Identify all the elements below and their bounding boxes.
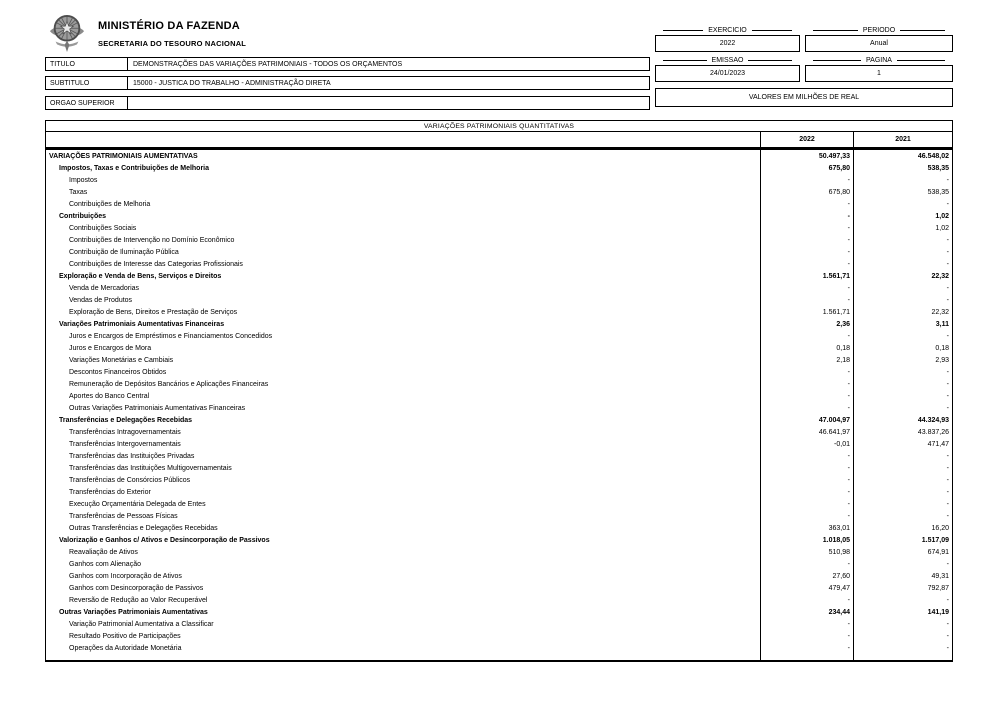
row-value-2021: - [853,246,952,258]
table-rows [46,150,952,654]
row-value-2021: 3,11 [853,318,952,330]
row-value-2021: - [853,558,952,570]
row-value-2021: 538,35 [853,186,952,198]
row-label: Transferências de Consórcios Públicos [69,476,191,484]
row-value-2022: - [760,486,853,498]
brand-header [48,13,246,53]
table-row [46,582,952,594]
row-value-2021: 16,20 [853,522,952,534]
meta-emissao [655,56,800,82]
row-label: Reavaliação de Ativos [69,548,138,556]
row-value-2021: - [853,330,952,342]
table-row [46,594,952,606]
row-value-2021: 44.324,93 [853,414,952,426]
legend-line [748,60,792,61]
row-value-2022: 47.004,97 [760,414,853,426]
row-label: Juros e Encargos de Empréstimos e Financiamentos Concedidos [69,332,273,340]
row-label: Remuneração de Depósitos Bancários e Aplicações Financeiras [69,380,269,388]
secretariat-subtitle: SECRETARIA DO TESOURO NACIONAL [98,39,247,48]
table-row [46,630,952,642]
row-value-2022: - [760,378,853,390]
table-row [46,270,952,282]
row-value-2022: - [760,402,853,414]
row-value-2022: - [760,390,853,402]
legend-line [897,60,945,61]
table-row [46,390,952,402]
meta-pagina-value: 1 [805,65,953,82]
row-value-2021: 2,93 [853,354,952,366]
table-row [46,546,952,558]
table-row [46,210,952,222]
row-value-2022: 675,80 [760,186,853,198]
row-value-2022: - [760,498,853,510]
row-label: Taxas [69,188,88,196]
table-row [46,498,952,510]
table-row [46,450,952,462]
table-row [46,234,952,246]
column-header-2021: 2021 [853,132,952,147]
row-label: Outras Variações Patrimoniais Aumentativas [59,608,208,616]
row-value-2022: - [760,594,853,606]
table-row [46,462,952,474]
row-value-2022: 510,98 [760,546,853,558]
meta-pagina-legend [805,56,953,64]
row-label: Venda de Mercadorias [69,284,140,292]
table-row [46,558,952,570]
row-value-2021: 43.837,26 [853,426,952,438]
table-row [46,222,952,234]
table-row [46,486,952,498]
meta-emissao-legend [655,56,800,64]
row-value-2022: - [760,246,853,258]
values-note-box [655,88,953,107]
field-orgao-superior-label: ORGAO SUPERIOR [46,97,128,109]
field-subtitulo-value: 15000 - JUSTICA DO TRABALHO - ADMINISTRAÇÃO DIRETA [133,79,331,87]
row-value-2022: 675,80 [760,162,853,174]
table-row [46,186,952,198]
field-subtitulo-label: SUBTITULO [46,77,128,89]
row-label: Variações Patrimoniais Aumentativas Financeiras [59,320,225,328]
row-label: Resultado Positivo de Participações [69,632,181,640]
row-value-2022: - [760,618,853,630]
column-header-2022: 2022 [760,132,853,147]
row-label: Transferências e Delegações Recebidas [59,416,193,424]
row-value-2022: - [760,642,853,654]
row-value-2021: - [853,282,952,294]
field-titulo [45,57,650,71]
row-value-2022: - [760,222,853,234]
row-value-2022: 50.497,33 [760,150,853,162]
row-label: Transferências de Pessoas Físicas [69,512,178,520]
field-titulo-label: TITULO [46,58,128,70]
row-value-2022: 46.641,97 [760,426,853,438]
row-label: Variações Monetárias e Cambiais [69,356,174,364]
row-label: Reversão de Redução ao Valor Recuperável [69,596,208,604]
row-value-2021: - [853,258,952,270]
row-value-2022: - [760,510,853,522]
row-value-2021: - [853,630,952,642]
table-row [46,438,952,450]
row-value-2021: 1,02 [853,210,952,222]
row-label: Juros e Encargos de Mora [69,344,152,352]
row-label: Transferências Intragovernamentais [69,428,181,436]
row-value-2021: 538,35 [853,162,952,174]
row-label: Impostos [69,176,98,184]
row-label: Contribuições de Interesse das Categorias Profissionais [69,260,243,268]
row-label: Vendas de Produtos [69,296,133,304]
row-value-2022: -0,01 [760,438,853,450]
row-label: Descontos Financeiros Obtidos [69,368,167,376]
filler-value-cell-2021 [853,654,952,660]
table-row [46,246,952,258]
row-value-2021: - [853,474,952,486]
row-value-2021: - [853,486,952,498]
row-value-2021: - [853,450,952,462]
row-value-2022: - [760,198,853,210]
table-column-header [46,132,952,150]
row-label: Contribuições de Intervenção no Domínio Econômico [69,236,235,244]
row-label: Ganhos com Desincorporação de Passivos [69,584,204,592]
row-value-2022: - [760,630,853,642]
row-value-2022: 1.018,05 [760,534,853,546]
row-label: Ganhos com Incorporação de Ativos [69,572,182,580]
row-value-2022: - [760,450,853,462]
table-row [46,354,952,366]
row-value-2021: 792,87 [853,582,952,594]
table-row [46,606,952,618]
row-label: Contribuição de Iluminação Pública [69,248,179,256]
row-value-2021: - [853,510,952,522]
meta-pagina-label: PAGINA [866,56,892,64]
legend-line [813,60,861,61]
brazil-coat-of-arms-logo [48,13,86,53]
row-label: Transferências das Instituições Multigovernamentais [69,464,232,472]
row-value-2022: 1.561,71 [760,270,853,282]
table-row [46,150,952,162]
row-value-2022: - [760,366,853,378]
meta-pagina [805,56,953,82]
row-value-2021: 49,31 [853,570,952,582]
row-value-2022: 27,60 [760,570,853,582]
table-row [46,282,952,294]
table-row [46,366,952,378]
table-row [46,294,952,306]
row-value-2021: - [853,594,952,606]
table-row [46,618,952,630]
legend-line [813,30,858,31]
row-value-2021: 22,32 [853,270,952,282]
meta-exercicio [655,26,800,52]
row-label: Operações da Autoridade Monetária [69,644,182,652]
row-value-2021: - [853,198,952,210]
row-label: Exploração e Venda de Bens, Serviços e Direitos [59,272,222,280]
row-value-2021: - [853,234,952,246]
row-label: Transferências Intergovernamentais [69,440,181,448]
row-value-2022: 234,44 [760,606,853,618]
row-value-2021: - [853,294,952,306]
meta-emissao-label: EMISSAO [711,56,744,64]
row-value-2021: - [853,498,952,510]
meta-periodo-value: Anual [805,35,953,52]
row-label: Execução Orçamentária Delegada de Entes [69,500,206,508]
table-row [46,306,952,318]
row-value-2021: 141,19 [853,606,952,618]
row-label: Contribuições [59,212,107,220]
row-value-2021: - [853,174,952,186]
meta-periodo-legend [805,26,953,34]
row-value-2021: 0,18 [853,342,952,354]
meta-exercicio-legend [655,26,800,34]
table-row [46,378,952,390]
row-label: Outras Transferências e Delegações Recebidas [69,524,218,532]
row-label: Valorização e Ganhos c/ Ativos e Desincorporação de Passivos [59,536,270,544]
table-row [46,198,952,210]
table-row [46,534,952,546]
field-orgao-superior [45,96,650,110]
field-orgao-superior-value [128,97,649,109]
row-label: Aportes do Banco Central [69,392,150,400]
table-row [46,318,952,330]
row-label: VARIAÇÕES PATRIMONIAIS AUMENTATIVAS [49,152,198,160]
table-row [46,522,952,534]
meta-exercicio-value: 2022 [655,35,800,52]
row-value-2022: - [760,330,853,342]
row-value-2022: - [760,462,853,474]
table-row [46,510,952,522]
table-row [46,330,952,342]
row-value-2021: - [853,462,952,474]
row-value-2022: - [760,282,853,294]
row-label: Outras Variações Patrimoniais Aumentativas Financeiras [69,404,246,412]
table-title: VARIAÇÕES PATRIMONIAIS QUANTITATIVAS [46,121,952,132]
row-label: Ganhos com Alienação [69,560,141,568]
field-titulo-value: DEMONSTRAÇÕES DAS VARIAÇÕES PATRIMONIAIS - TODOS OS ORÇAMENTOS [133,60,403,68]
row-label: Transferências das Instituições Privadas [69,452,195,460]
row-value-2022: 2,36 [760,318,853,330]
table-row [46,474,952,486]
row-value-2021: 22,32 [853,306,952,318]
row-value-2021: 1,02 [853,222,952,234]
row-label: Transferências do Exterior [69,488,151,496]
row-value-2021: - [853,378,952,390]
row-label: Exploração de Bens, Direitos e Prestação de Serviços [69,308,238,316]
table-row [46,174,952,186]
row-value-2021: - [853,390,952,402]
row-value-2022: - [760,294,853,306]
meta-periodo-label: PERIODO [862,26,896,34]
legend-line [900,30,945,31]
filler-value-cell-2022 [760,654,853,660]
table-row [46,342,952,354]
row-label: Contribuições Sociais [69,224,137,232]
row-value-2022: - [760,234,853,246]
row-value-2021: 471,47 [853,438,952,450]
row-value-2022: - [760,558,853,570]
legend-line [663,60,707,61]
table-row [46,414,952,426]
brand-text [98,13,246,48]
meta-emissao-value: 24/01/2023 [655,65,800,82]
column-header-spacer [46,132,760,147]
legend-line [663,30,703,31]
table-row [46,162,952,174]
table-filler-row [46,654,952,660]
row-value-2022: - [760,474,853,486]
meta-exercicio-label: EXERCICIO [708,26,747,34]
field-subtitulo [45,76,650,90]
row-value-2022: 363,01 [760,522,853,534]
table-row [46,426,952,438]
row-value-2022: - [760,210,853,222]
table-row [46,402,952,414]
row-value-2022: 2,18 [760,354,853,366]
values-note-text: VALORES EM MILHÕES DE REAL [748,94,860,101]
row-value-2021: - [853,402,952,414]
row-value-2022: 479,47 [760,582,853,594]
row-value-2021: - [853,642,952,654]
row-value-2022: - [760,258,853,270]
row-label: Impostos, Taxas e Contribuições de Melhoria [59,164,210,172]
row-value-2021: 1.517,09 [853,534,952,546]
row-value-2021: - [853,366,952,378]
row-value-2021: 674,91 [853,546,952,558]
table-row [46,258,952,270]
row-value-2022: 0,18 [760,342,853,354]
row-value-2022: - [760,174,853,186]
row-value-2021: - [853,618,952,630]
row-value-2022: 1.561,71 [760,306,853,318]
legend-line [752,30,792,31]
row-label: Variação Patrimonial Aumentativa a Classificar [69,620,214,628]
table-row [46,642,952,654]
ministry-title: MINISTÉRIO DA FAZENDA [98,20,240,32]
table-row [46,570,952,582]
row-value-2021: 46.548,02 [853,150,952,162]
variations-table [45,120,953,662]
meta-periodo [805,26,953,52]
row-label: Contribuições de Melhoria [69,200,151,208]
filler-label-cell [46,654,760,660]
